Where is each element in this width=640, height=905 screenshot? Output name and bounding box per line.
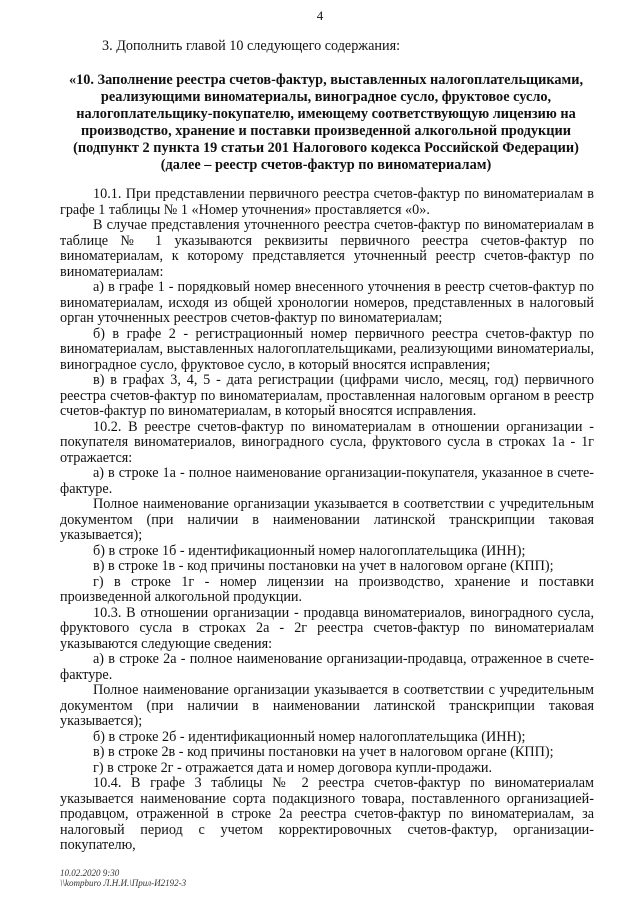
paragraph: Полное наименование организации указывается в соответствии с учредительным документом (при наличии в наименовании латинской транскрипции таковая указывается); (60, 496, 594, 543)
paragraph: б) в строке 2б - идентификационный номер налогоплательщика (ИНН); (93, 728, 526, 745)
paragraph: г) в строке 1г - номер лицензии на производство, хранение и поставки произведенной алкогольной продукции. (60, 573, 594, 605)
footer-timestamp: 10.02.2020 9:30 (60, 868, 120, 878)
paragraph: а) в графе 1 - порядковый номер внесенного уточнения в реестр счетов-фактур по виноматериалам, исходя из общей хронологии номеров, представленных в налоговый орган уточненных реестров счетов-фактур по виноматериалам; (60, 279, 594, 326)
chapter-heading (56, 72, 596, 174)
paragraph: 10.2. В реестре счетов-фактур по виноматериалам в отношении организации - покупателя виноматериалов, виноградного сусла, фруктового сусла в строках 1а - 1г отражается: (60, 418, 594, 466)
paragraph: Полное наименование организации указывается в соответствии с учредительным документом (при наличии в наименовании латинской транскрипции таковая указывается); (60, 682, 594, 729)
paragraph: в) в строке 1в - код причины постановки на учет в налоговом органе (КПП); (93, 558, 554, 574)
paragraph: г) в строке 2г - отражается дата и номер договора купли-продажи. (93, 759, 493, 776)
paragraph: 10.1. При представлении первичного реестра счетов-фактур по виноматериалам в графе 1 таблицы № 1 «Номер уточнения» проставляется «0». (60, 186, 594, 218)
paragraph: б) в строке 1б - идентификационный номер налогоплательщика (ИНН); (93, 542, 526, 559)
heading-line: реализующими виноматериалы, виноградное сусло, фруктовое сусло, (100, 89, 552, 105)
intro-line: 3. Дополнить главой 10 следующего содержания: (102, 38, 401, 54)
heading-line: производство, хранение и поставки произведенной алкогольной продукции (81, 123, 571, 139)
page-number: 4 (316, 8, 324, 23)
body-text (60, 187, 594, 854)
paragraph: б) в графе 2 - регистрационный номер первичного реестра счетов-фактур по виноматериалам, выставленных налогоплательщиками, реализующими виноматериалы, виноградное сусло, фруктовое сусло, в который вносятся исправления; (60, 325, 594, 373)
paragraph: В случае представления уточненного реестра счетов-фактур по виноматериалам в таблице № 1 указываются реквизиты первичного реестра счетов-фактур по виноматериалам, к которому представляется уточненный реестр счетов-фактур по виноматериалам: (60, 217, 594, 280)
paragraph: 10.3. В отношении организации - продавца виноматериалов, виноградного сусла, фруктового сусла в строках 2а - 2г реестра счетов-фактур по виноматериалам указываются следующие сведения: (60, 604, 594, 652)
paragraph: 10.4. В графе 3 таблицы № 2 реестра счетов-фактур по виноматериалам указывается наименование сорта подакцизного товара, поставленного организацией-продавцом, отраженной в строке 2а реестра счетов-фактур по виноматериалам, за налоговый период с учетом корректировочных счетов-фактур, организации-покупателю, (60, 775, 594, 853)
footer-file-path: \\kompburo Л.Н.И.\Прил-И2192-3 (60, 878, 187, 888)
heading-line: (далее – реестр счетов-фактур по виноматериалам) (160, 157, 492, 173)
paragraph: а) в строке 2а - полное наименование организации-продавца, отраженное в счете-фактуре. (60, 651, 594, 683)
paragraph: в) в графах 3, 4, 5 - дата регистрации (цифрами число, месяц, год) первичного реестра счетов-фактур по виноматериалам, проставленная налоговым органом в реестр счетов-фактур по виноматериалам, в который вносятся исправления. (60, 372, 594, 419)
paragraph: в) в строке 2в - код причины постановки на учет в налоговом органе (КПП); (93, 744, 554, 760)
heading-line: «10. Заполнение реестра счетов-фактур, выставленных налогоплательщиками, (68, 72, 584, 88)
heading-line: налогоплательщику-покупателю, имеющему соответствующую лицензию на (76, 106, 576, 122)
heading-line: (подпункт 2 пункта 19 статьи 201 Налогового кодекса Российской Федерации) (73, 140, 579, 156)
paragraph: а) в строке 1а - полное наименование организации-покупателя, указанное в счете-фактуре. (60, 465, 594, 497)
footer-stamp (60, 868, 186, 888)
